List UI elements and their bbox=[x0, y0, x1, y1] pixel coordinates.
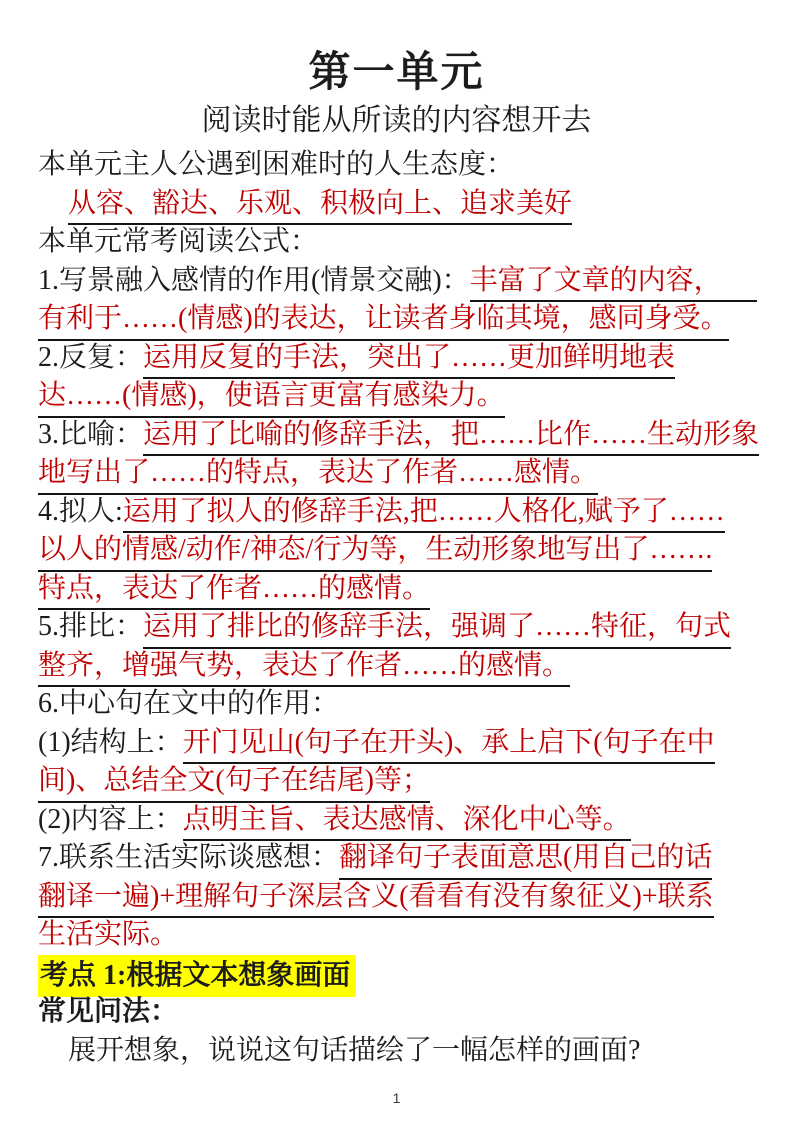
text-line bbox=[38, 1032, 757, 1071]
text-segment: 达……(情感)，使语言更富有感染力。 bbox=[38, 377, 505, 418]
unit-title: 第一单元 bbox=[308, 50, 485, 96]
text-segment: 地写出了……的特点，表达了作者……感情。 bbox=[38, 454, 598, 495]
text-segment: 运用反复的手法，突出了……更加鲜明地表 bbox=[143, 339, 675, 380]
text-segment: 3.比喻： bbox=[38, 418, 144, 450]
text-segment: 有利于……(情感)的表达，让读者身临其境，感同身受。 bbox=[38, 300, 729, 341]
text-segment: 本单元常考阅读公式： bbox=[38, 226, 319, 257]
page-number: 1 bbox=[392, 1090, 401, 1106]
text-segment: 本单元主人公遇到困难时的人生态度： bbox=[38, 149, 515, 180]
text-segment: 7.联系生活实际谈感想： bbox=[38, 842, 340, 873]
text-segment: 间)、总结全文(句子在结尾)等； bbox=[38, 762, 430, 803]
text-line bbox=[38, 801, 757, 840]
text-segment: 运用了比喻的修辞手法，把……比作……生动形象 bbox=[143, 416, 759, 457]
text-line bbox=[38, 146, 757, 185]
text-line bbox=[38, 993, 757, 1032]
text-segment: 4.拟人: bbox=[38, 495, 123, 527]
text-line bbox=[38, 762, 757, 801]
text-segment: 运用了拟人的修辞手法,把……人格化,赋予了…… bbox=[123, 493, 725, 534]
text-segment: 翻译句子表面意思(用自己的话 bbox=[339, 839, 712, 880]
text-segment: 1.写景融入感情的作用(情景交融)： bbox=[38, 264, 470, 296]
text-line bbox=[38, 531, 757, 570]
text-segment: 特点，表达了作者……的感情。 bbox=[38, 570, 430, 611]
text-line bbox=[38, 339, 757, 378]
text-segment: 以人的情感/动作/神态/行为等，生动形象地写出了……. bbox=[38, 531, 712, 572]
text-segment: 5.排比： bbox=[38, 611, 144, 642]
text-line bbox=[38, 377, 757, 416]
text-line bbox=[38, 647, 757, 686]
text-line bbox=[38, 223, 757, 262]
highlighted-text: 考点 1:根据文本想象画面 bbox=[38, 955, 356, 998]
text-segment: 6.中心句在文中的作用： bbox=[38, 688, 340, 719]
text-line bbox=[38, 570, 757, 609]
text-line bbox=[38, 608, 757, 647]
text-segment: 运用了排比的修辞手法，强调了……特征，句式 bbox=[143, 608, 731, 649]
text-segment: 2.反复： bbox=[38, 341, 144, 373]
text-line bbox=[38, 916, 757, 955]
text-segment: 开门见山(句子在开头)、承上启下(句子在中 bbox=[183, 724, 715, 765]
text-line bbox=[38, 724, 757, 763]
text-line bbox=[38, 416, 760, 455]
text-line bbox=[38, 878, 757, 917]
text-segment: 点明主旨、表达感情、深化中心等。 bbox=[183, 801, 631, 842]
document-body bbox=[38, 146, 760, 1070]
text-line bbox=[38, 839, 757, 878]
text-segment: 展开想象，说说这句话描绘了一幅怎样的画面? bbox=[68, 1034, 641, 1066]
text-line bbox=[38, 685, 757, 724]
text-segment: (1)结构上： bbox=[38, 726, 183, 758]
text-segment: 从容、豁达、乐观、积极向上、追求美好 bbox=[68, 185, 572, 226]
text-segment: (2)内容上： bbox=[38, 803, 183, 835]
text-segment: 生活实际。 bbox=[38, 916, 178, 957]
text-segment: 丰富了文章的内容， bbox=[470, 262, 757, 303]
text-segment: 整齐，增强气势，表达了作者……的感情。 bbox=[38, 647, 570, 688]
text-line bbox=[38, 493, 757, 532]
text-line bbox=[38, 185, 757, 224]
text-line bbox=[38, 955, 757, 994]
text-line bbox=[38, 454, 757, 493]
text-segment: 常见问法： bbox=[38, 996, 179, 1027]
text-line bbox=[38, 300, 757, 339]
text-line bbox=[38, 262, 757, 301]
text-segment: 翻译一遍)+理解句子深层含义(看看有没有象征义)+联系 bbox=[38, 878, 714, 919]
unit-subtitle: 阅读时能从所读的内容想开去 bbox=[201, 104, 592, 137]
